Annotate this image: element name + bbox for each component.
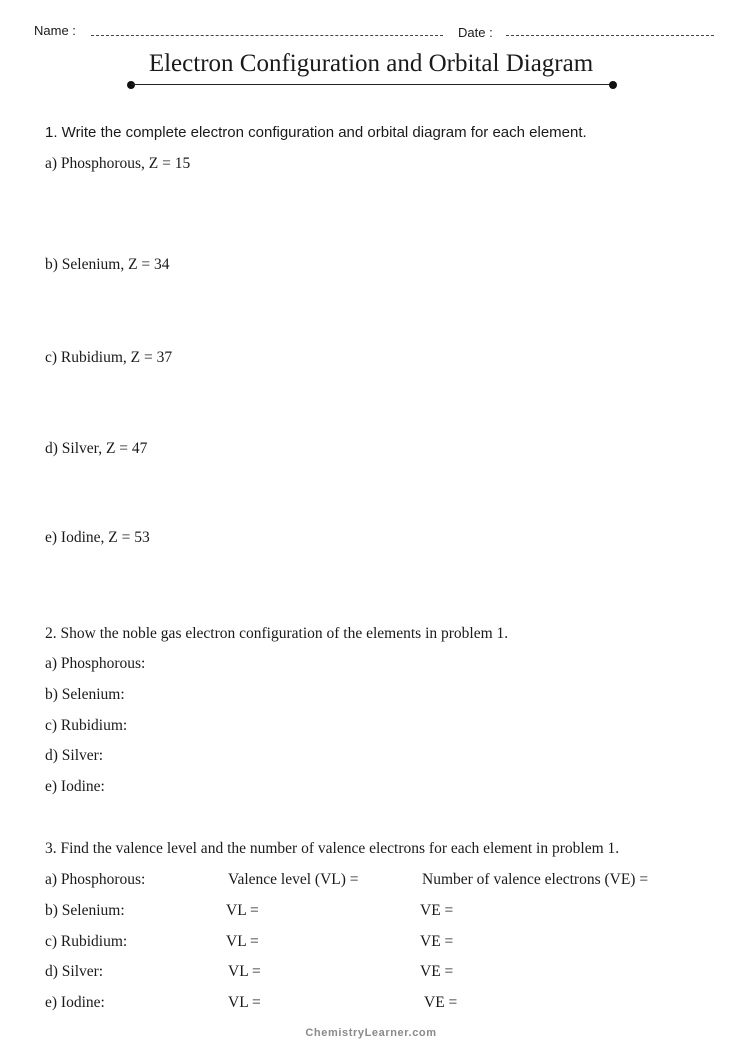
q2-item-d: d) Silver:	[45, 747, 104, 764]
question-2-prompt: 2. Show the noble gas electron configuration of the elements in problem 1.	[45, 625, 509, 642]
q3-element-c: c) Rubidium:	[45, 933, 128, 950]
q2-item-a: a) Phosphorous:	[45, 655, 146, 672]
q1-item-c: c) Rubidium, Z = 37	[45, 349, 173, 366]
q3-vl-e: VL =	[228, 994, 261, 1011]
name-label: Name :	[34, 23, 76, 38]
q3-ve-e: VE =	[424, 994, 458, 1011]
q1-item-b: b) Selenium, Z = 34	[45, 256, 170, 273]
q2-item-b: b) Selenium:	[45, 686, 125, 703]
q3-element-b: b) Selenium:	[45, 902, 125, 919]
question-1-prompt: 1. Write the complete electron configuration and orbital diagram for each element.	[45, 124, 587, 141]
q2-item-e: e) Iodine:	[45, 778, 105, 795]
q3-vl-c: VL =	[226, 933, 259, 950]
title-rule-left-dot	[127, 81, 135, 89]
q3-ve-a: Number of valence electrons (VE) =	[422, 871, 649, 888]
question-3-prompt: 3. Find the valence level and the number of valence electrons for each element in problem 1.	[45, 840, 620, 857]
q1-item-d: d) Silver, Z = 47	[45, 440, 148, 457]
name-field[interactable]	[91, 35, 443, 36]
date-label: Date :	[458, 25, 493, 40]
q3-ve-b: VE =	[420, 902, 454, 919]
q2-item-c: c) Rubidium:	[45, 717, 128, 734]
q3-vl-d: VL =	[228, 963, 261, 980]
page-title: Electron Configuration and Orbital Diagram	[148, 50, 594, 77]
q3-ve-d: VE =	[420, 963, 454, 980]
q3-ve-c: VE =	[420, 933, 454, 950]
q3-vl-b: VL =	[226, 902, 259, 919]
q1-item-e: e) Iodine, Z = 53	[45, 529, 150, 546]
q1-item-a: a) Phosphorous, Z = 15	[45, 155, 191, 172]
date-field[interactable]	[506, 35, 714, 36]
title-rule	[131, 84, 613, 85]
title-rule-right-dot	[609, 81, 617, 89]
q3-element-a: a) Phosphorous:	[45, 871, 146, 888]
footer-credit: ChemistryLearner.com	[305, 1027, 437, 1039]
q3-element-d: d) Silver:	[45, 963, 104, 980]
q3-vl-a: Valence level (VL) =	[228, 871, 359, 888]
q3-element-e: e) Iodine:	[45, 994, 105, 1011]
